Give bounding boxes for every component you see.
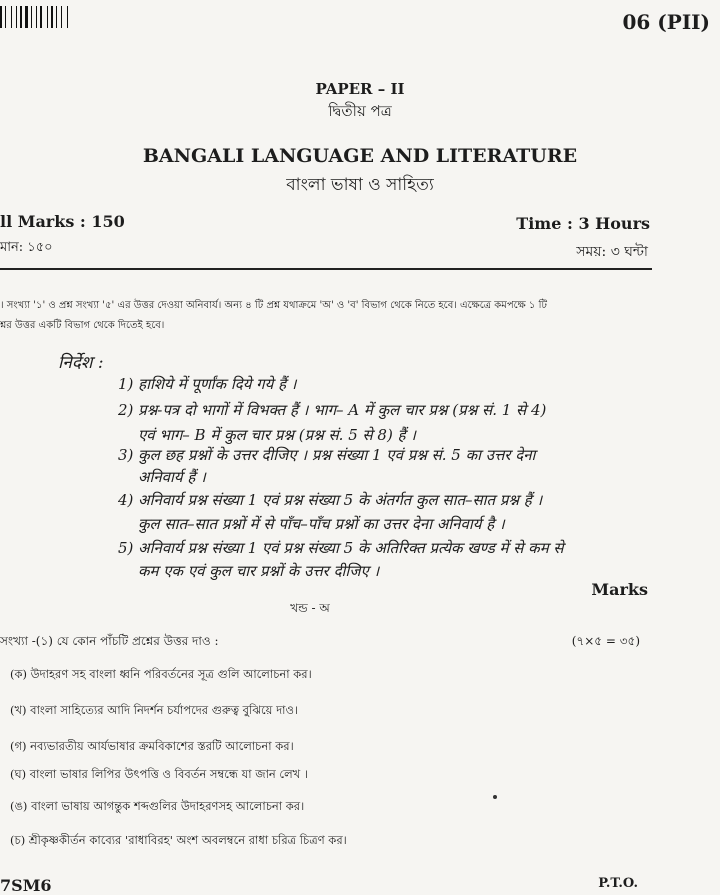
direction-line: 4) अनिवार्य प्रश्न संख्या 1 एवं प्रश्न संख्या 5 के अंतर्गत कुल सात–सात प्रश्न हैं ।: [118, 491, 543, 509]
barcode-stripe: [51, 6, 53, 28]
question-option: (ঘ) বাংলা ভাষার লিপির উৎপত্তি ও বিবর্তন সম্বন্ধে যা জান লেখ ।: [10, 767, 308, 781]
instruction-bn-line: শ্নর উত্তর একটি বিভাগ থেকে দিতেই হবে।: [0, 320, 165, 331]
question-1: সংখ্যা -(১) যে কোন পাঁচটি প্রশ্নের উত্তর দাও :: [0, 634, 219, 648]
footer-pto: P.T.O.: [598, 876, 638, 891]
time-bn: সময়: ৩ ঘন্টা: [576, 244, 648, 260]
instruction-bn-line: । সংখ্যা '১' ও প্রশ্ন সংখ্যা '৫' এর উত্তর দেওয়া অনিবার্য। অন্য ৪ টি প্রশ্ন যথাক্রমে 'অ' ও 'ব' বিভাগ থেকে নিতে হবে। এক্ষেত্রে কমপক্ষে ১ টি: [0, 300, 547, 311]
divider: [0, 268, 652, 270]
barcode-stripe: [47, 6, 48, 28]
question-option: (গ) নব্যভারতীয় আর্যভাষার ক্রমবিকাশের স্তরটি আলোচনা কর।: [10, 739, 294, 753]
barcode-stripe: [0, 6, 2, 28]
footer-code: 7SM6: [0, 876, 52, 895]
barcode-stripe: [61, 6, 62, 28]
question-option: (চ) শ্রীকৃষ্ণকীর্তন কাব্যের 'রাধাবিরহ' অংশ অবলম্বনে রাধা চরিত্র চিত্রণ কর।: [10, 833, 347, 847]
barcode-stripe: [11, 6, 12, 28]
section-heading: খন্ড - অ: [290, 601, 330, 615]
question-1-marks: (৭×৫ = ৩৫): [571, 634, 640, 648]
time-en: Time : 3 Hours: [516, 214, 650, 233]
direction-line: एवं भाग– B में कुल चार प्रश्न (प्रश्न सं. 5 से 8) हैं ।: [138, 426, 416, 444]
direction-line: कुल सात–सात प्रश्नों में से पाँच–पाँच प्रश्नों का उत्तर देना अनिवार्य है ।: [138, 515, 505, 533]
direction-line: 1) हाशिये में पूर्णांक दिये गये हैं ।: [118, 375, 297, 393]
subject-title-bn: বাংলা ভাষা ও সাহিত্য: [286, 175, 434, 195]
direction-line: अनिवार्य हैं ।: [138, 468, 206, 486]
barcode-stripe: [16, 6, 17, 28]
paper-title-bn: দ্বিতীয় পত্র: [328, 102, 392, 120]
paper-code: 06 (PII): [622, 10, 710, 34]
ink-dot: [493, 795, 497, 799]
barcode-stripe: [40, 6, 42, 28]
total-marks-bn: মান: ১৫০: [0, 240, 53, 255]
barcode-stripe: [67, 6, 68, 28]
barcode-stripe: [5, 6, 6, 28]
question-option: (ঙ) বাংলা ভাষায় আগন্তুক শব্দগুলির উদাহরণসহ আলোচনা কর।: [10, 799, 305, 813]
direction-line: कम एक एवं कुल चार प्रश्नों के उत्तर दीजिए ।: [138, 562, 380, 580]
direction-line: 5) अनिवार्य प्रश्न संख्या 1 एवं प्रश्न संख्या 5 के अतिरिक्त प्रत्येक खण्ड में से कम से: [118, 539, 564, 557]
direction-line: 2) प्रश्न-पत्र दो भागों में विभक्त हैं । भाग– A में कुल चार प्रश्न (प्रश्न सं. 1 से 4): [118, 401, 547, 419]
barcode-stripe: [36, 6, 37, 28]
question-option: (ক) উদাহরণ সহ বাংলা ধ্বনি পরিবর্তনের সূত্র গুলি আলোচনা কর।: [10, 667, 312, 681]
total-marks-en: ll Marks : 150: [0, 212, 125, 231]
direction-line: 3) कुल छह प्रश्नों के उत्तर दीजिए । प्रश्न संख्या 1 एवं प्रश्न सं. 5 का उत्तर देना: [118, 446, 536, 464]
barcode-stripe: [56, 6, 57, 28]
barcode: [0, 6, 84, 28]
question-option: (খ) বাংলা সাহিত্যের আদি নিদর্শন চর্যাপদের গুরুত্ব বুঝিয়ে দাও।: [10, 703, 299, 717]
paper-title-en: PAPER – II: [315, 80, 405, 98]
barcode-stripe: [31, 6, 32, 28]
subject-title-en: BANGALI LANGUAGE AND LITERATURE: [142, 145, 578, 167]
barcode-stripe: [25, 6, 28, 28]
barcode-stripe: [20, 6, 22, 28]
directions-heading: निर्देश :: [58, 353, 104, 373]
marks-column-label: Marks: [591, 580, 648, 599]
